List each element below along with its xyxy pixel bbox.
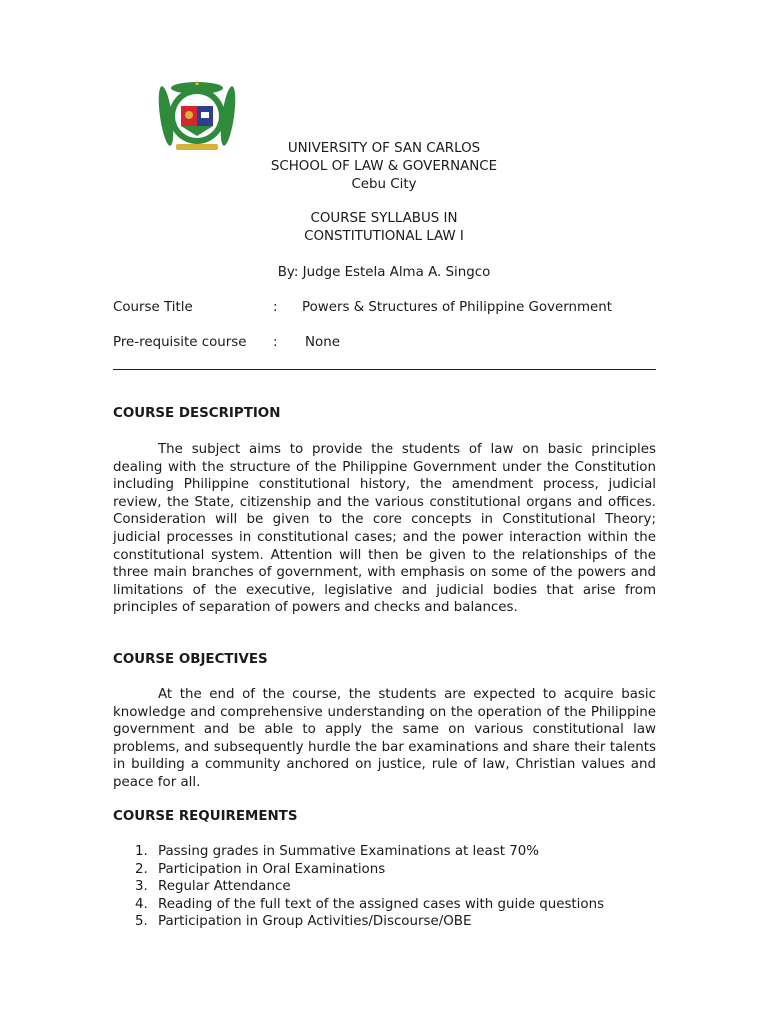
syllabus-title-line1: COURSE SYLLABUS IN	[310, 211, 458, 226]
list-item	[113, 878, 604, 896]
requirements-list	[113, 843, 604, 931]
list-item-number: 2.	[135, 861, 148, 877]
author: By: Judge Estela Alma A. Singco	[277, 265, 491, 280]
course-description-heading: COURSE DESCRIPTION	[113, 406, 281, 421]
divider	[113, 369, 656, 370]
list-item-text: Participation in Group Activities/Discourse/OBE	[158, 914, 472, 930]
course-objectives-heading: COURSE OBJECTIVES	[113, 652, 268, 667]
list-item-text: Reading of the full text of the assigned cases with guide questions	[158, 896, 605, 912]
list-item-number: 5.	[135, 914, 148, 930]
course-requirements-heading: COURSE REQUIREMENTS	[113, 809, 298, 824]
course-title-label: Course Title	[113, 300, 193, 315]
list-item	[113, 896, 604, 914]
list-item-text: Regular Attendance	[158, 879, 291, 895]
list-item	[113, 913, 604, 931]
prerequisite-separator: :	[273, 335, 278, 350]
course-description-text: The subject aims to provide the students of law on basic principles dealing with the structure of the Philippine Government under the Constitution including Philippine constitutional history, the amendment process, judicial review, the State, citizenship and the various constitutional organs and offices. Consideration will be given to the core concepts in Constitutional Theory; judicial processes in constitutional cases; and the power interaction within the constitutional system. Attention will then be given to the relationships of the three main branches of government, with emphasis on some of the powers and limitations of the executive, legislative and judicial bodies that arise from principles of separation of powers and checks and balances.	[113, 442, 656, 616]
prerequisite-label: Pre-requisite course	[113, 335, 247, 350]
course-title-separator: :	[273, 300, 278, 315]
university-name: UNIVERSITY OF SAN CARLOS	[287, 141, 481, 156]
list-item-number: 4.	[135, 896, 148, 912]
list-item	[113, 843, 604, 861]
prerequisite-value: None	[305, 335, 340, 350]
list-item-text: Participation in Oral Examinations	[158, 861, 386, 877]
list-item-text: Passing grades in Summative Examinations at least 70%	[158, 844, 539, 859]
list-item-number: 3.	[135, 879, 148, 895]
course-objectives-text: At the end of the course, the students are expected to acquire basic knowledge and comprehensive understanding on the operation of the Philippine government and be able to apply the same on various constitutional law problems, and subsequently hurdle the bar examinations and share their talents in building a community anchored on justice, rule of law, Christian values and peace for all.	[113, 687, 656, 790]
list-item-number: 1.	[135, 844, 148, 859]
school-name: SCHOOL OF LAW & GOVERNANCE	[270, 159, 498, 174]
list-item	[113, 861, 604, 879]
syllabus-title-line2: CONSTITUTIONAL LAW I	[304, 229, 464, 244]
city: Cebu City	[351, 177, 417, 192]
course-title-value: Powers & Structures of Philippine Government	[302, 300, 613, 315]
